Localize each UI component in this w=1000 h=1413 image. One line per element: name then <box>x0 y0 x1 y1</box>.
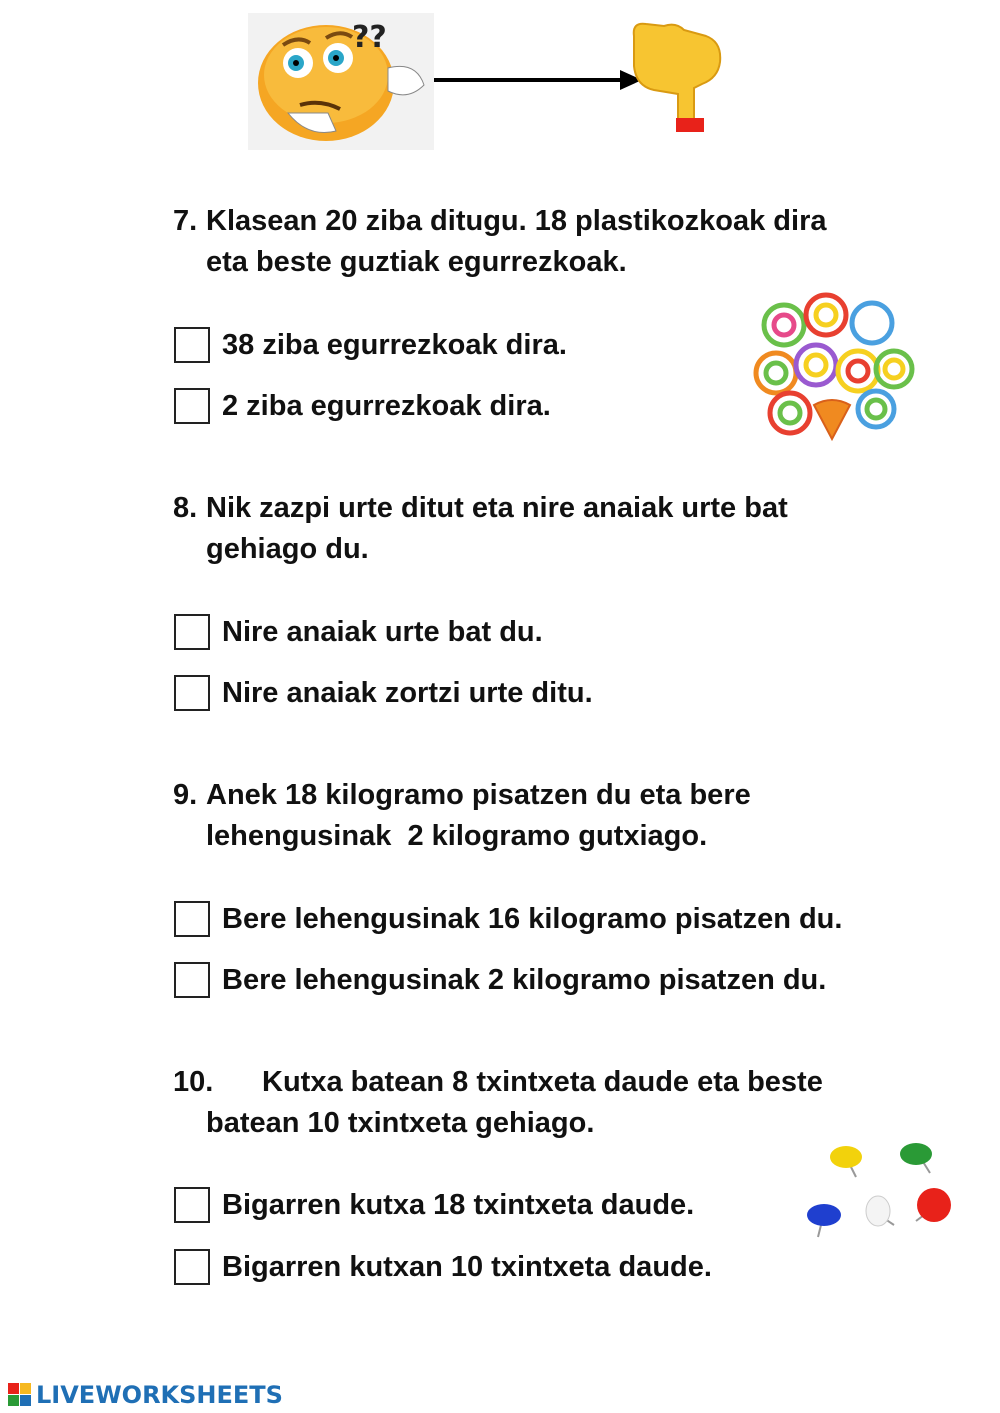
answer-checkbox[interactable] <box>174 1249 210 1285</box>
pin-icon <box>830 1146 862 1177</box>
option-row <box>174 1248 712 1286</box>
question-8 <box>173 488 853 570</box>
red-marker <box>676 118 704 132</box>
option-row <box>174 1186 694 1224</box>
question-line: Anek 18 kilogramo pisatzen du eta bere <box>206 779 751 811</box>
question-line: batean 10 txintxeta gehiago. <box>206 1107 595 1139</box>
answer-checkbox[interactable] <box>174 901 210 937</box>
question-number: 8. <box>173 492 198 524</box>
spinning-tops-image <box>746 283 918 443</box>
option-label: Bigarren kutxa 18 txintxeta daude. <box>222 1188 695 1221</box>
question-7 <box>173 201 853 283</box>
push-pins-image <box>800 1135 960 1245</box>
answer-checkbox[interactable] <box>174 675 210 711</box>
option-row <box>174 674 593 712</box>
thinking-face-image <box>248 13 434 150</box>
pin-icon <box>900 1143 932 1173</box>
option-label: Bere lehengusinak 2 kilogramo pisatzen du. <box>222 963 827 996</box>
option-row <box>174 387 551 425</box>
question-9 <box>173 775 853 857</box>
option-row <box>174 613 543 651</box>
pin-icon <box>866 1196 894 1226</box>
question-line: gehiago du. <box>206 533 369 565</box>
option-label: Nire anaiak zortzi urte ditu. <box>222 676 593 709</box>
option-row <box>174 326 567 364</box>
option-label: 2 ziba egurrezkoak dira. <box>222 389 551 422</box>
arrow-right-icon <box>434 66 644 96</box>
question-number: 9. <box>173 779 198 811</box>
question-line: eta beste guztiak egurrezkoak. <box>206 246 627 278</box>
liveworksheets-logo-icon <box>8 1383 32 1407</box>
option-label: Bigarren kutxan 10 txintxeta daude. <box>222 1250 712 1283</box>
question-line: Kutxa batean 8 txintxeta daude eta beste <box>262 1066 823 1098</box>
answer-checkbox[interactable] <box>174 388 210 424</box>
question-line: lehengusinak 2 kilogramo gutxiago. <box>206 820 708 852</box>
option-row <box>174 961 826 999</box>
question-number: 7. <box>173 205 198 237</box>
svg-text:??: ?? <box>352 20 387 55</box>
question-line: Nik zazpi urte ditut eta nire anaiak urte bat <box>206 492 788 524</box>
pin-icon <box>916 1188 951 1222</box>
question-10 <box>173 1062 853 1144</box>
option-row <box>174 900 842 938</box>
pointing-hand-icon <box>624 18 728 136</box>
thinking-face-icon <box>248 13 434 150</box>
question-line: Klasean 20 ziba ditugu. 18 plastikozkoak dira <box>206 205 827 237</box>
pin-icon <box>807 1204 841 1237</box>
option-label: 38 ziba egurrezkoak dira. <box>222 328 567 361</box>
question-number: 10. <box>173 1066 214 1098</box>
answer-checkbox[interactable] <box>174 962 210 998</box>
answer-checkbox[interactable] <box>174 614 210 650</box>
footer-brand-text: LIVEWORKSHEETS <box>36 1381 283 1409</box>
option-label: Bere lehengusinak 16 kilogramo pisatzen du. <box>222 902 843 935</box>
answer-checkbox[interactable] <box>174 327 210 363</box>
option-label: Nire anaiak urte bat du. <box>222 615 543 648</box>
footer-brand <box>8 1381 283 1409</box>
answer-checkbox[interactable] <box>174 1187 210 1223</box>
